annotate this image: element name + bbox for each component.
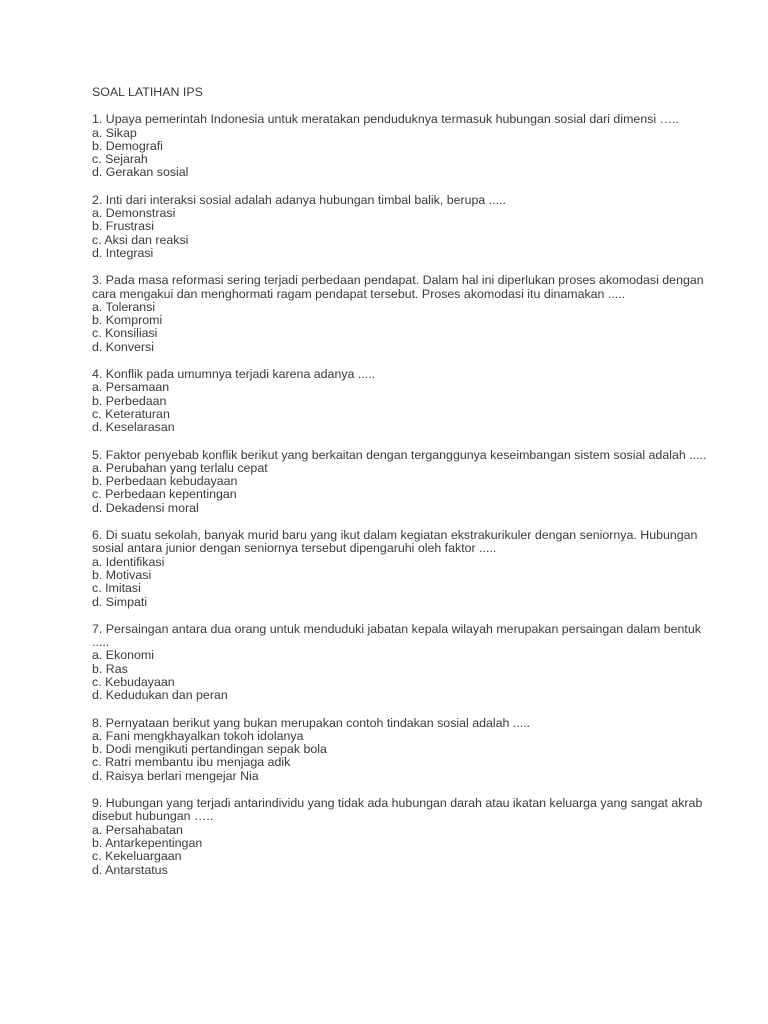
document-page	[92, 86, 712, 891]
question-9	[92, 797, 712, 877]
answer-options	[92, 207, 712, 260]
answer-option-d: d. Keselarasan	[92, 420, 175, 435]
answer-option-c: c. Perbedaan kepentingan	[92, 487, 237, 502]
answer-option-b: b. Perbedaan	[92, 393, 167, 408]
answer-option-d: d. Dekadensi moral	[92, 500, 199, 515]
question-text: 7. Persaingan antara dua orang untuk menduduki jabatan kepala wilayah merupakan persaingan dalam bentuk .....	[92, 621, 701, 650]
question-text: 9. Hubungan yang terjadi antarindividu yang tidak ada hubungan darah atau ikatan keluarga yang sangat akrab disebut hubungan …..	[92, 796, 703, 824]
question-text: 1. Upaya pemerintah Indonesia untuk meratakan penduduknya termasuk hubungan sosial dari dimensi …..	[92, 112, 679, 127]
answer-option-c: c. Kebudayaan	[92, 674, 175, 689]
answer-option-a: a. Perubahan yang terlalu cepat	[92, 460, 268, 475]
answer-option-b: b. Dodi mengikuti pertandingan sepak bola	[92, 742, 327, 757]
answer-options	[92, 127, 712, 180]
question-4	[92, 368, 712, 434]
answer-option-b: b. Kompromi	[92, 313, 163, 328]
question-list	[92, 113, 712, 877]
answer-option-d: d. Antarstatus	[92, 862, 168, 877]
question-8	[92, 717, 712, 783]
answer-option-c: c. Aksi dan reaksi	[92, 232, 189, 247]
answer-option-d: d. Integrasi	[92, 245, 154, 260]
question-text: 5. Faktor penyebab konflik berikut yang berkaitan dengan terganggunya keseimbangan sistem sosial adalah .....	[92, 447, 707, 462]
question-text: 8. Pernyataan berikut yang bukan merupakan contoh tindakan sosial adalah .....	[92, 715, 531, 730]
answer-option-d: d. Konversi	[92, 339, 154, 354]
answer-option-d: d. Raisya berlari mengejar Nia	[92, 768, 259, 783]
answer-option-b: b. Antarkepentingan	[92, 835, 203, 850]
answer-option-a: a. Toleransi	[92, 299, 156, 314]
answer-options	[92, 649, 712, 702]
answer-options	[92, 381, 712, 434]
document-title: SOAL LATIHAN IPS	[92, 85, 203, 99]
question-6	[92, 529, 712, 609]
answer-options	[92, 824, 712, 877]
answer-option-c: c. Kekeluargaan	[92, 849, 182, 864]
answer-option-a: a. Identifikasi	[92, 554, 165, 569]
answer-options	[92, 462, 712, 515]
answer-option-b: b. Frustrasi	[92, 219, 154, 234]
answer-options	[92, 730, 712, 783]
answer-option-a: a. Fani mengkhayalkan tokoh idolanya	[92, 728, 304, 743]
answer-option-c: c. Imitasi	[92, 581, 141, 596]
question-text: 4. Konflik pada umumnya terjadi karena adanya .....	[92, 367, 376, 382]
answer-option-a: a. Persahabatan	[92, 822, 183, 837]
question-3	[92, 274, 712, 354]
question-1	[92, 113, 712, 179]
answer-option-b: b. Perbedaan kebudayaan	[92, 474, 238, 489]
answer-option-c: c. Konsiliasi	[92, 326, 158, 341]
question-text: 2. Inti dari interaksi sosial adalah adanya hubungan timbal balik, berupa .....	[92, 192, 506, 207]
answer-option-c: c. Sejarah	[92, 152, 148, 167]
question-5	[92, 449, 712, 515]
question-7	[92, 623, 712, 703]
answer-option-d: d. Gerakan sosial	[92, 165, 189, 180]
answer-options	[92, 556, 712, 609]
answer-option-b: b. Ras	[92, 661, 128, 676]
question-2	[92, 194, 712, 260]
answer-option-a: a. Ekonomi	[92, 648, 154, 663]
answer-option-a: a. Demonstrasi	[92, 206, 176, 221]
answer-option-b: b. Demografi	[92, 138, 163, 153]
question-text: 6. Di suatu sekolah, banyak murid baru yang ikut dalam kegiatan ekstrakurikuler dengan seniornya. Hubungan sosial antara junior dengan seniornya tersebut dipengaruhi oleh faktor .....	[92, 528, 698, 556]
answer-option-c: c. Keteraturan	[92, 406, 170, 421]
answer-option-b: b. Motivasi	[92, 567, 152, 582]
answer-option-d: d. Simpati	[92, 594, 148, 609]
answer-option-d: d. Kedudukan dan peran	[92, 688, 228, 703]
answer-option-a: a. Sikap	[92, 125, 137, 140]
answer-option-a: a. Persamaan	[92, 380, 170, 395]
answer-option-c: c. Ratri membantu ibu menjaga adik	[92, 755, 291, 770]
question-text: 3. Pada masa reformasi sering terjadi perbedaan pendapat. Dalam hal ini diperlukan proses akomodasi dengan cara mengakui dan menghormati ragam pendapat tersebut. Proses akomodasi itu dinamakan .....	[92, 273, 704, 301]
answer-options	[92, 301, 712, 354]
